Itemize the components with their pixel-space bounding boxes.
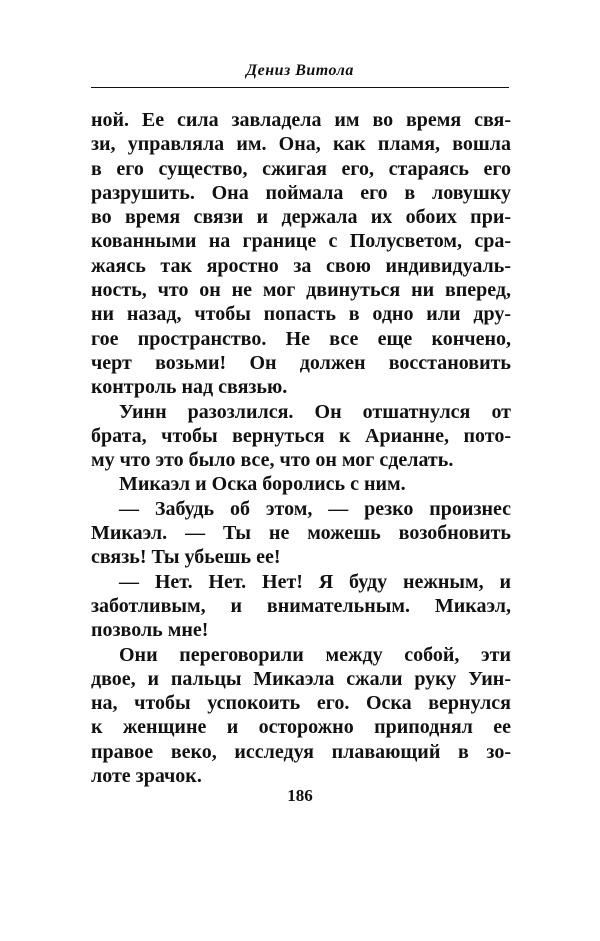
text-line: позволь мне!	[91, 619, 209, 642]
text-line: двое, и пальцы Микаэла сжали руку Уин-	[91, 667, 511, 690]
text-line: жаясь так яростно за свою индивидуаль-	[91, 254, 511, 277]
text-line: в его существо, сжигая его, стараясь его	[91, 157, 511, 180]
text-line: во время связи и держала их обоих при-	[91, 206, 511, 229]
text-line: — Забудь об этом, — резко произнес	[119, 497, 511, 520]
page-number: 186	[287, 786, 313, 805]
text-line: Микаэл и Оска боролись с ним.	[119, 473, 406, 496]
text-line: Уинн разозлился. Он отшатнулся от	[119, 400, 511, 423]
page-text	[91, 108, 511, 788]
text-line: — Нет. Нет. Нет! Я буду нежным, и	[119, 570, 511, 593]
text-line: контроль над связью.	[91, 376, 288, 399]
text-line: к женщине и осторожно приподнял ее	[91, 716, 511, 739]
text-line: Микаэл. — Ты не можешь возобновить	[91, 522, 511, 545]
text-line: заботливым, и внимательным. Микаэл,	[91, 594, 511, 617]
running-head: Дениз Витола	[246, 62, 354, 79]
text-line: на, чтобы успокоить его. Оска вернулся	[91, 692, 511, 715]
text-line: брата, чтобы вернуться к Арианне, пото-	[91, 424, 511, 447]
text-line: кованными на границе с Полусветом, сра-	[91, 230, 511, 253]
text-line: черт возьми! Он должен восстановить	[91, 351, 511, 374]
text-line: му что это было все, что он мог сделать.	[91, 449, 454, 472]
text-line: зи, управляла им. Она, как пламя, вошла	[91, 133, 511, 156]
text-line: ность, что он не мог двинуться ни вперед,	[91, 279, 511, 302]
text-line: связь! Ты убьешь ее!	[91, 546, 281, 569]
text-line: правое веко, исследуя плавающий в зо-	[91, 740, 511, 763]
text-line: лоте зрачок.	[91, 765, 202, 788]
text-line: ной. Ее сила завладела им во время свя-	[91, 109, 511, 131]
text-line: ни назад, чтобы попасть в одно или дру-	[91, 303, 511, 326]
text-line: гое пространство. Не все еще кончено,	[91, 327, 511, 350]
header-rule	[91, 87, 509, 88]
text-line: разрушить. Она поймала его в ловушку	[91, 181, 511, 204]
text-line: Они переговорили между собой, эти	[119, 643, 511, 666]
